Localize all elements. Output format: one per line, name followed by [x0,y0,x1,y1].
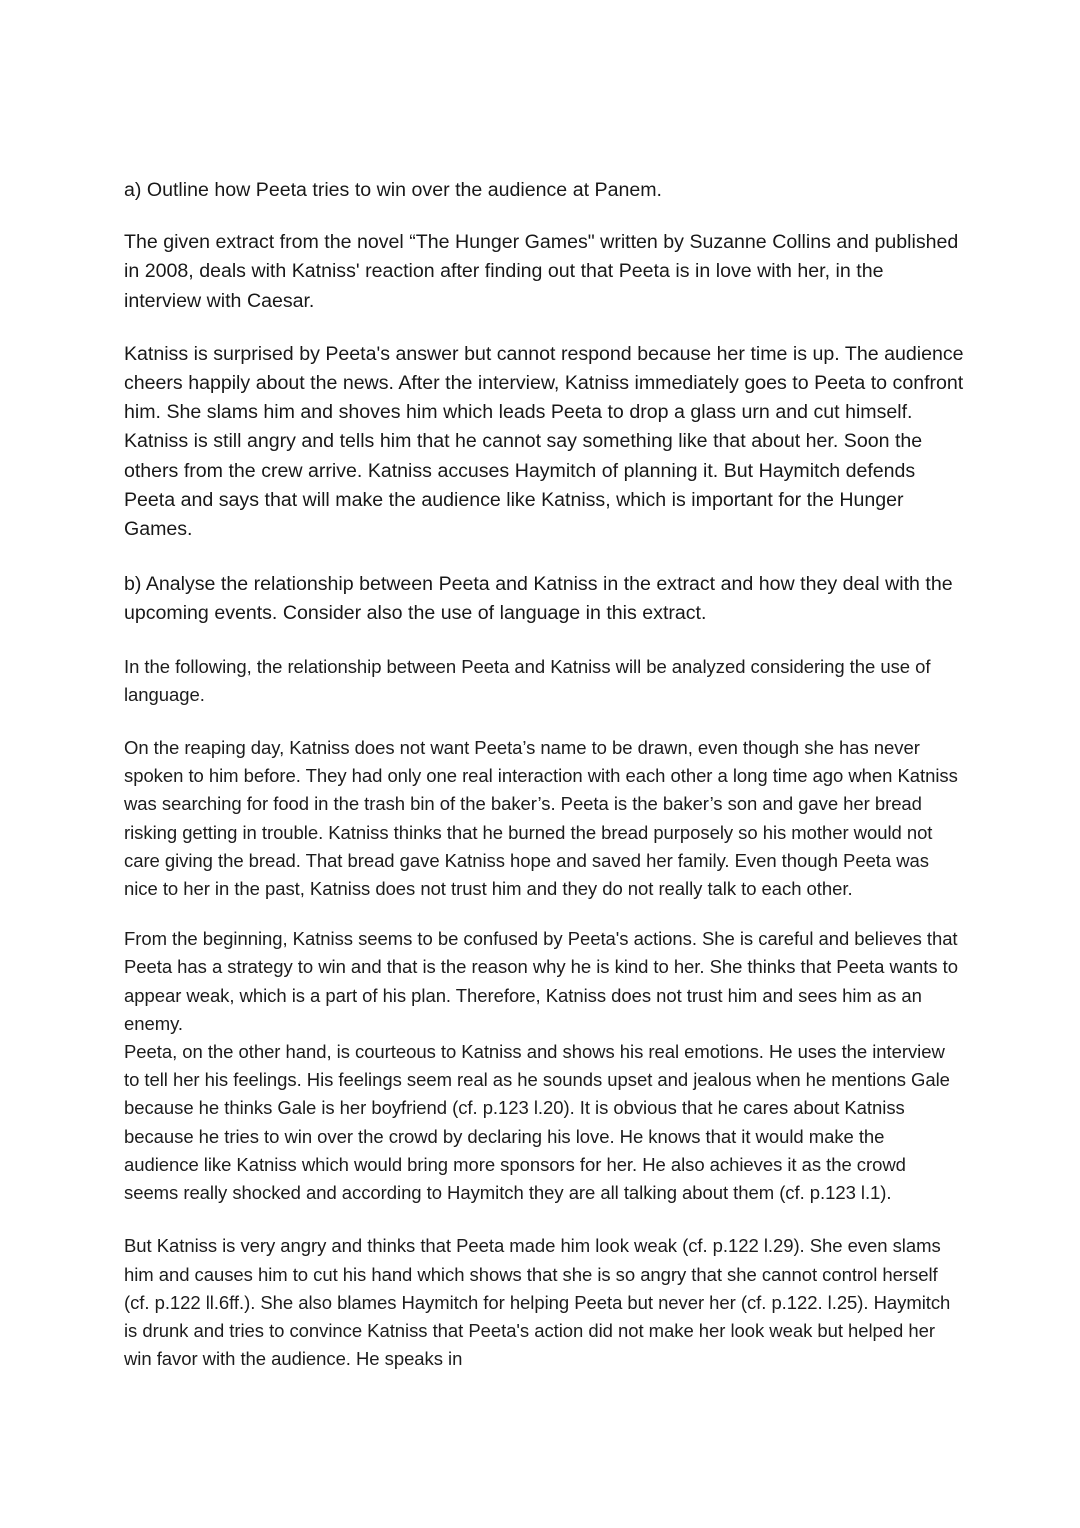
task-a-prompt: a) Outline how Peeta tries to win over the audience at Panem. [124,179,662,201]
task-a-introduction-paragraph: The given extract from the novel “The Hunger Games" written by Suzanne Collins and published in 2008, deals with Katniss' reaction after finding out that Peeta is in love with her, in the interview with Caesar. [124,231,959,312]
task-a-summary-paragraph: Katniss is surprised by Peeta's answer but cannot respond because her time is up. The audience cheers happily about the news. After the interview, Katniss immediately goes to Peeta to confront him. She slams him and shoves him which leads Peeta to drop a glass urn and cut himself. Katniss is still angry and tells him that he cannot say something like that about her. Soon the others from the crew arrive. Katniss accuses Haymitch of planning it. But Haymitch defends Peeta and says that will make the audience like Katniss, which is important for the Hunger Games. [124,342,964,541]
task-b-introduction-paragraph: In the following, the relationship between Peeta and Katniss will be analyzed considering the use of language. [124,655,931,705]
task-b-prompt: b) Analyse the relationship between Peeta and Katniss in the extract and how they deal with the upcoming events. Consider also the use of language in this extract. [124,573,953,625]
task-b-reaping-day-paragraph: On the reaping day, Katniss does not want Peeta’s name to be drawn, even though she has never spoken to him before. They had only one real interaction with each other a long time ago when Katniss was searching for food in the trash bin of the baker’s. Peeta is the baker’s son and gave her bread risking getting in trouble. Katniss thinks that he burned the bread purposely so his mother would not care giving the bread. That bread gave Katniss hope and saved her family. Even though Peeta was nice to her in the past, Katniss does not trust him and they do not really talk to each other. [124,737,958,900]
document-text-column [124,176,964,1373]
task-b-katniss-perspective-paragraph: From the beginning, Katniss seems to be confused by Peeta's actions. She is careful and believes that Peeta has a strategy to win and that is the reason why he is kind to her. She thinks that Peeta wants to appear weak, which is a part of his plan. Therefore, Katniss does not trust him and sees him as an enemy. [124,928,958,1034]
task-b-anger-paragraph: But Katniss is very angry and thinks that Peeta made him look weak (cf. p.122 l.29). She even slams him and causes him to cut his hand which shows that she is so angry that she cannot control herself (cf. p.122 ll.6ff.). She also blames Haymitch for helping Peeta but never her (cf. p.122. l.25). Haymitch is drunk and tries to convince Katniss that Peeta's action did not make her look weak but helped her win favor with the audience. He speaks in [124,1235,951,1370]
task-b-peeta-perspective-paragraph: Peeta, on the other hand, is courteous to Katniss and shows his real emotions. He uses the interview to tell her his feelings. His feelings seem real as he sounds upset and jealous when he mentions Gale because he thinks Gale is her boyfriend (cf. p.123 l.20). It is obvious that he cares about Katniss because he tries to win over the crowd by declaring his love. He knows that it would make the audience like Katniss which would bring more sponsors for her. He also achieves it as the crowd seems really shocked and according to Haymitch they are all talking about them (cf. p.123 l.1). [124,1041,950,1204]
